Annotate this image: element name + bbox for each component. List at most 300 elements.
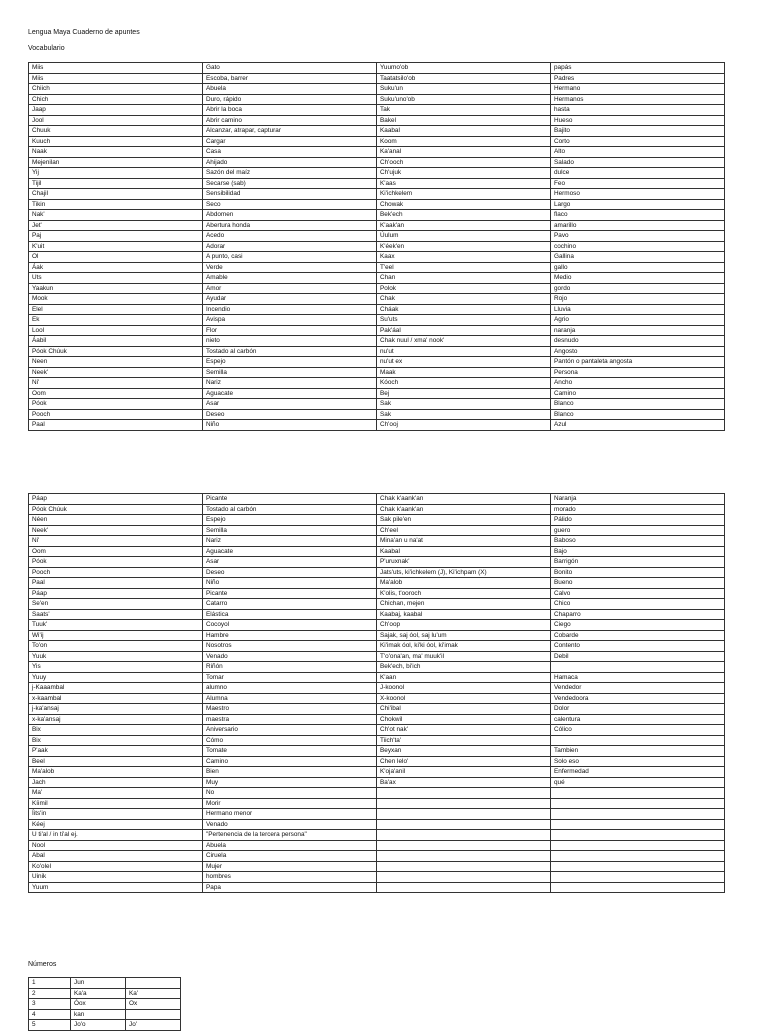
vocab-row — [29, 525, 725, 536]
vocab-row-cell: Duro, rápido — [203, 94, 377, 105]
number-row — [29, 988, 181, 999]
vocab-row-cell: Niño — [203, 578, 377, 589]
vocab-row-cell — [551, 851, 725, 862]
vocab-row-cell: Ch'ujuk — [377, 168, 551, 179]
vocab-row-cell: Deseo — [203, 567, 377, 578]
vocab-row-cell: T'eel — [377, 262, 551, 273]
vocab-row-cell: Ol — [29, 252, 203, 263]
vocab-row-cell: Ch'eel — [377, 525, 551, 536]
vocab-row-cell: Amor — [203, 283, 377, 294]
vocab-row-cell: Nak' — [29, 210, 203, 221]
vocab-row — [29, 882, 725, 893]
vocabulary-table-1-body — [29, 63, 725, 431]
vocab-row-cell: Néen — [29, 515, 203, 526]
vocab-row-cell: Ayudar — [203, 294, 377, 305]
vocab-row-cell: Lool — [29, 325, 203, 336]
vocab-row-cell: Suku'uno'ob — [377, 94, 551, 105]
vocab-row-cell: j-Kaaambal — [29, 683, 203, 694]
vocab-row-cell: No — [203, 788, 377, 799]
vocab-row-cell: alumno — [203, 683, 377, 694]
vocab-row-cell: Bej — [377, 388, 551, 399]
vocab-row-cell: Cómo — [203, 735, 377, 746]
vocab-row-cell: Avispa — [203, 315, 377, 326]
vocab-row-cell: Jach — [29, 777, 203, 788]
vocab-row — [29, 536, 725, 547]
vocab-row-cell — [551, 872, 725, 883]
vocab-row — [29, 294, 725, 305]
number-row-cell: Óox — [71, 999, 126, 1010]
vocab-row — [29, 494, 725, 505]
vocab-row-cell: Hambre — [203, 630, 377, 641]
vocab-row-cell — [377, 851, 551, 862]
vocab-row-cell: Jool — [29, 115, 203, 126]
vocab-row — [29, 746, 725, 757]
vocab-row-cell: Chak — [377, 294, 551, 305]
vocab-row-cell: Semilla — [203, 367, 377, 378]
vocab-row-cell: Koom — [377, 136, 551, 147]
vocab-row-cell: Cargar — [203, 136, 377, 147]
vocab-row-cell: Áabil — [29, 336, 203, 347]
vocab-row-cell: Contento — [551, 641, 725, 652]
vocab-row-cell: hombres — [203, 872, 377, 883]
vocab-row-cell: Oom — [29, 546, 203, 557]
vocab-row — [29, 683, 725, 694]
vocab-row — [29, 336, 725, 347]
vocab-row-cell: Taatatsilo'ob — [377, 73, 551, 84]
vocab-row-cell: Hermanos — [551, 94, 725, 105]
vocab-row-cell: Incendio — [203, 304, 377, 315]
vocab-row-cell: Medio — [551, 273, 725, 284]
vocab-row — [29, 798, 725, 809]
vocab-row-cell — [551, 809, 725, 820]
vocab-row-cell: flaco — [551, 210, 725, 221]
vocab-row — [29, 84, 725, 95]
vocab-row-cell: Beyxan — [377, 746, 551, 757]
number-row-cell: Ka'a — [71, 988, 126, 999]
vocab-row-cell: Salado — [551, 157, 725, 168]
vocab-row-cell: Amable — [203, 273, 377, 284]
vocab-row — [29, 851, 725, 862]
vocab-row-cell: Yaakun — [29, 283, 203, 294]
vocab-row-cell: Blanco — [551, 409, 725, 420]
numbers-table — [28, 977, 181, 1031]
vocab-row-cell: Maak — [377, 367, 551, 378]
vocab-row-cell: naranja — [551, 325, 725, 336]
vocab-row-cell: Abrir la boca — [203, 105, 377, 116]
vocab-row-cell: Tomar — [203, 672, 377, 683]
number-row — [29, 1020, 181, 1031]
vocab-row-cell — [377, 840, 551, 851]
vocab-row-cell: Tostado al carbón — [203, 346, 377, 357]
vocab-row-cell: Casa — [203, 147, 377, 158]
vocab-row-cell: Papa — [203, 882, 377, 893]
vocab-row — [29, 63, 725, 74]
vocab-row-cell: dulce — [551, 168, 725, 179]
vocab-row-cell: Oom — [29, 388, 203, 399]
vocab-row — [29, 578, 725, 589]
document-title: Lengua Maya Cuaderno de apuntes — [28, 29, 140, 36]
vocab-row-cell: Bajo — [551, 546, 725, 557]
vocab-row — [29, 767, 725, 778]
vocab-row-cell: Ki'imak óol, ki'ki óol, ki'imak — [377, 641, 551, 652]
vocab-row-cell: calentura — [551, 714, 725, 725]
vocab-row-cell: Adorar — [203, 241, 377, 252]
vocab-row-cell — [551, 882, 725, 893]
vocab-row-cell: Aguacate — [203, 388, 377, 399]
vocab-row-cell: nu'ut — [377, 346, 551, 357]
number-row-cell: kan — [71, 1009, 126, 1020]
vocab-row-cell: Ahijado — [203, 157, 377, 168]
vocab-row-cell: Solo eso — [551, 756, 725, 767]
vocab-row-cell: Tiich'ta' — [377, 735, 551, 746]
vocab-row-cell: Asar — [203, 557, 377, 568]
vocab-row-cell: Póok — [29, 399, 203, 410]
vocab-row-cell: Chuuk — [29, 126, 203, 137]
number-row-cell: Ka' — [126, 988, 181, 999]
vocab-row-cell: Hermano — [551, 84, 725, 95]
vocab-row-cell: Suku'un — [377, 84, 551, 95]
vocab-row-cell: Paal — [29, 578, 203, 589]
vocab-row-cell: Hamaca — [551, 672, 725, 683]
vocab-row-cell: A punto, casi — [203, 252, 377, 263]
vocab-row-cell: Jet' — [29, 220, 203, 231]
vocab-row-cell: Sak — [377, 409, 551, 420]
vocab-row-cell: Alcanzar, atrapar, capturar — [203, 126, 377, 137]
vocab-row — [29, 168, 725, 179]
vocab-row-cell: Ni' — [29, 536, 203, 547]
vocabulary-heading: Vocabulario — [28, 45, 65, 52]
vocab-row-cell: Venado — [203, 819, 377, 830]
vocab-row-cell: Chan — [377, 273, 551, 284]
vocab-row-cell: Rojo — [551, 294, 725, 305]
vocab-row-cell: Pak'áal — [377, 325, 551, 336]
vocab-row-cell: Tak — [377, 105, 551, 116]
vocab-row-cell: K'uit — [29, 241, 203, 252]
vocab-row-cell: Miis — [29, 63, 203, 74]
vocab-row-cell: Kíimil — [29, 798, 203, 809]
vocab-row-cell: T'o'ona'an, ma' muuk'il — [377, 651, 551, 662]
vocab-row-cell: Alumna — [203, 693, 377, 704]
number-row — [29, 978, 181, 989]
vocab-row-cell: Chak k'aank'an — [377, 504, 551, 515]
vocab-row-cell — [551, 819, 725, 830]
vocab-row-cell: nieto — [203, 336, 377, 347]
vocab-row-cell: Vendedor — [551, 683, 725, 694]
number-row-cell: Jun — [71, 978, 126, 989]
vocab-row-cell — [551, 788, 725, 799]
vocab-row — [29, 378, 725, 389]
vocab-row-cell: To'on — [29, 641, 203, 652]
vocab-row — [29, 504, 725, 515]
vocab-row-cell: Íits'in — [29, 809, 203, 820]
vocab-row — [29, 115, 725, 126]
vocab-row-cell: Camino — [203, 756, 377, 767]
vocab-row — [29, 126, 725, 137]
vocab-row-cell: Bek'ech, bi'ich — [377, 662, 551, 673]
vocab-row-cell: Dolor — [551, 704, 725, 715]
vocab-row-cell: Pavo — [551, 231, 725, 242]
vocab-row-cell: Ch'ooch — [377, 157, 551, 168]
vocab-row — [29, 147, 725, 158]
vocab-row — [29, 220, 725, 231]
vocab-row — [29, 367, 725, 378]
vocab-row-cell: Semilla — [203, 525, 377, 536]
vocab-row-cell: x-kaambal — [29, 693, 203, 704]
vocab-row — [29, 819, 725, 830]
vocab-row-cell: Chico — [551, 599, 725, 610]
vocab-row-cell: Abuela — [203, 840, 377, 851]
vocab-row-cell: Maestro — [203, 704, 377, 715]
vocab-row-cell: Chaparro — [551, 609, 725, 620]
vocab-row-cell: gordo — [551, 283, 725, 294]
vocab-row-cell: Secarse (sab) — [203, 178, 377, 189]
vocab-row — [29, 735, 725, 746]
vocab-row-cell: j-ka'ansaj — [29, 704, 203, 715]
vocab-row — [29, 73, 725, 84]
number-row-cell: 2 — [29, 988, 71, 999]
number-row-cell: Ox — [126, 999, 181, 1010]
vocab-row — [29, 714, 725, 725]
vocab-row-cell: Cháak — [377, 304, 551, 315]
vocab-row-cell — [551, 840, 725, 851]
vocab-row-cell — [551, 662, 725, 673]
vocab-row — [29, 599, 725, 610]
vocab-row-cell: Ancho — [551, 378, 725, 389]
vocab-row-cell: maestra — [203, 714, 377, 725]
vocab-row-cell: Miis — [29, 73, 203, 84]
vocab-row-cell: Hermoso — [551, 189, 725, 200]
vocab-row-cell: Ni' — [29, 378, 203, 389]
vocab-row-cell: Mujer — [203, 861, 377, 872]
vocab-row-cell: Persona — [551, 367, 725, 378]
vocab-row-cell: Tijil — [29, 178, 203, 189]
vocab-row — [29, 662, 725, 673]
vocab-row-cell: qué — [551, 777, 725, 788]
vocab-row-cell: Gato — [203, 63, 377, 74]
vocab-row-cell: desnudo — [551, 336, 725, 347]
vocab-row-cell: Elástica — [203, 609, 377, 620]
vocab-row-cell: Kéej — [29, 819, 203, 830]
vocab-row-cell: U ti'al / in ti'al ej. — [29, 830, 203, 841]
vocab-row-cell: Nariz — [203, 378, 377, 389]
vocab-row — [29, 105, 725, 116]
vocab-row-cell: Neek' — [29, 367, 203, 378]
vocab-row-cell: Uts — [29, 273, 203, 284]
vocab-row-cell: Venado — [203, 651, 377, 662]
vocab-row-cell: Ciego — [551, 620, 725, 631]
vocab-row-cell: Pantón o pantaleta angosta — [551, 357, 725, 368]
vocab-row-cell: Seco — [203, 199, 377, 210]
vocab-row-cell: Kaax — [377, 252, 551, 263]
vocab-row-cell: Paj — [29, 231, 203, 242]
vocab-row-cell: Flor — [203, 325, 377, 336]
vocab-row-cell: Acedo — [203, 231, 377, 242]
vocab-row — [29, 399, 725, 410]
vocab-row-cell: Abdomen — [203, 210, 377, 221]
vocab-row-cell: Neen — [29, 357, 203, 368]
vocab-row-cell: Agrio — [551, 315, 725, 326]
vocab-row-cell: Neek' — [29, 525, 203, 536]
vocab-row-cell: Nool — [29, 840, 203, 851]
vocab-row-cell: Ek — [29, 315, 203, 326]
vocab-row — [29, 409, 725, 420]
numbers-heading: Números — [28, 961, 57, 968]
vocab-row-cell: Saats' — [29, 609, 203, 620]
vocab-row-cell: Mina'an u na'at — [377, 536, 551, 547]
vocab-row-cell: Yis — [29, 662, 203, 673]
vocab-row-cell: P'uruxnak' — [377, 557, 551, 568]
vocab-row-cell: Paal — [29, 420, 203, 431]
vocab-row-cell: Kuuch — [29, 136, 203, 147]
vocab-row-cell — [551, 830, 725, 841]
vocab-row — [29, 788, 725, 799]
vocab-row-cell: Espejo — [203, 357, 377, 368]
vocab-row-cell: Lluvia — [551, 304, 725, 315]
vocab-row — [29, 651, 725, 662]
vocab-row — [29, 546, 725, 557]
number-row-cell: Jo' — [126, 1020, 181, 1031]
vocab-row-cell: Yuumo'ob — [377, 63, 551, 74]
vocab-row-cell: amarillo — [551, 220, 725, 231]
vocab-row-cell: Cocoyol — [203, 620, 377, 631]
vocabulary-table-2-body — [29, 494, 725, 893]
vocab-row-cell: X-koonol — [377, 693, 551, 704]
vocab-row-cell: Ma'alob — [29, 767, 203, 778]
vocab-row-cell: papás — [551, 63, 725, 74]
vocab-row — [29, 241, 725, 252]
vocab-row-cell: Enfermedad — [551, 767, 725, 778]
vocab-row-cell: Bonito — [551, 567, 725, 578]
number-row-cell — [126, 1009, 181, 1020]
vocab-row-cell: Alto — [551, 147, 725, 158]
vocab-row-cell: Hermano menor — [203, 809, 377, 820]
number-row — [29, 1009, 181, 1020]
vocabulary-table-1 — [28, 62, 725, 431]
vocab-row-cell: Catarro — [203, 599, 377, 610]
vocab-row-cell: cochino — [551, 241, 725, 252]
vocab-row-cell: Mejenilan — [29, 157, 203, 168]
vocab-row-cell: Chajil — [29, 189, 203, 200]
vocab-row-cell: Sak — [377, 399, 551, 410]
vocab-row-cell: guero — [551, 525, 725, 536]
vocab-row-cell: Blanco — [551, 399, 725, 410]
vocab-row-cell: Angosto — [551, 346, 725, 357]
vocab-row-cell: Aguacate — [203, 546, 377, 557]
number-row-cell: 5 — [29, 1020, 71, 1031]
vocab-row-cell: Ka'anal — [377, 147, 551, 158]
vocab-row-cell: Feo — [551, 178, 725, 189]
vocab-row — [29, 588, 725, 599]
vocab-row-cell: Riñón — [203, 662, 377, 673]
vocab-row-cell: Chowak — [377, 199, 551, 210]
vocab-row-cell: Kóoch — [377, 378, 551, 389]
vocab-row — [29, 620, 725, 631]
vocab-row-cell: Abal — [29, 851, 203, 862]
vocab-row-cell: Jaap — [29, 105, 203, 116]
vocab-row — [29, 872, 725, 883]
vocab-row-cell: Kaabal — [377, 126, 551, 137]
vocab-row-cell: Ch'oop — [377, 620, 551, 631]
vocab-row-cell: Naranja — [551, 494, 725, 505]
vocab-row-cell — [377, 788, 551, 799]
vocab-row-cell: Chen lelo' — [377, 756, 551, 767]
vocab-row — [29, 199, 725, 210]
vocab-row-cell: Tikin — [29, 199, 203, 210]
vocab-row-cell: Nariz — [203, 536, 377, 547]
vocab-row-cell: Tambien — [551, 746, 725, 757]
vocab-row-cell: Kaabal — [377, 546, 551, 557]
vocab-row — [29, 756, 725, 767]
vocab-row-cell: Azul — [551, 420, 725, 431]
vocab-row-cell: Muy — [203, 777, 377, 788]
vocab-row — [29, 262, 725, 273]
vocab-row-cell: K'aan — [377, 672, 551, 683]
vocab-row-cell: Pooch — [29, 409, 203, 420]
vocab-row-cell: Corto — [551, 136, 725, 147]
vocab-row-cell: Abuela — [203, 84, 377, 95]
vocab-row-cell: Póok — [29, 557, 203, 568]
vocab-row-cell: Padres — [551, 73, 725, 84]
vocab-row-cell: Ki'ichkelem — [377, 189, 551, 200]
vocab-row-cell: Ma' — [29, 788, 203, 799]
vocab-row — [29, 346, 725, 357]
vocab-row-cell: Gallina — [551, 252, 725, 263]
vocab-row-cell — [551, 861, 725, 872]
vocab-row — [29, 641, 725, 652]
vocab-row — [29, 609, 725, 620]
vocab-row-cell — [377, 819, 551, 830]
vocab-row-cell: Bien — [203, 767, 377, 778]
vocab-row-cell: gallo — [551, 262, 725, 273]
vocab-row-cell: Bek'ech — [377, 210, 551, 221]
numbers-table-body — [29, 978, 181, 1031]
vocab-row-cell: Niño — [203, 420, 377, 431]
vocab-row-cell: Mook — [29, 294, 203, 305]
vocab-row-cell: Largo — [551, 199, 725, 210]
vocab-row-cell: Baboso — [551, 536, 725, 547]
vocab-row-cell — [377, 830, 551, 841]
vocab-row-cell: Yuuk — [29, 651, 203, 662]
vocab-row — [29, 178, 725, 189]
vocab-row-cell: Pooch — [29, 567, 203, 578]
vocab-row — [29, 136, 725, 147]
vocab-row — [29, 630, 725, 641]
vocab-row — [29, 704, 725, 715]
vocab-row-cell: Ma'alob — [377, 578, 551, 589]
vocab-row-cell: Chiich — [29, 84, 203, 95]
vocab-row-cell: Naak — [29, 147, 203, 158]
vocab-row-cell — [377, 872, 551, 883]
vocab-row-cell: Chichan, mejen — [377, 599, 551, 610]
vocab-row-cell — [377, 798, 551, 809]
vocab-row-cell: K'aak'an — [377, 220, 551, 231]
vocab-row-cell: Su'uts — [377, 315, 551, 326]
vocab-row-cell — [551, 798, 725, 809]
vocab-row-cell: Elel — [29, 304, 203, 315]
vocab-row-cell: Kaabaj, kaabal — [377, 609, 551, 620]
vocab-row-cell: Verde — [203, 262, 377, 273]
vocab-row — [29, 315, 725, 326]
vocab-row — [29, 515, 725, 526]
vocab-row-cell: Cobarde — [551, 630, 725, 641]
vocab-row-cell: Bix — [29, 725, 203, 736]
vocab-row-cell — [377, 861, 551, 872]
vocab-row — [29, 304, 725, 315]
vocab-row-cell: Picante — [203, 494, 377, 505]
vocab-row — [29, 830, 725, 841]
vocab-row-cell — [377, 882, 551, 893]
vocab-row-cell: Ch'ooj — [377, 420, 551, 431]
